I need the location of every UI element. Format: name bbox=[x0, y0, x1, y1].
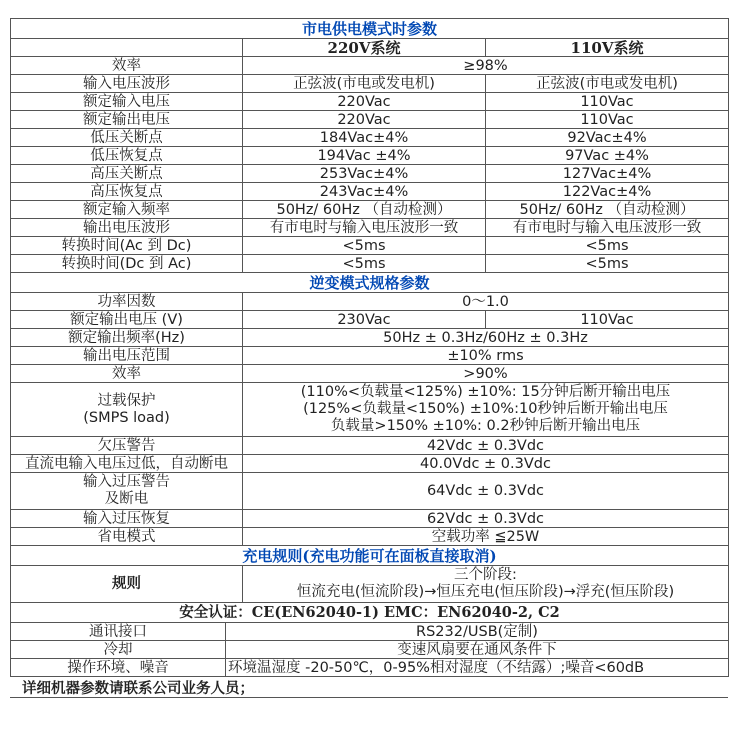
row-value: 0～1.0 bbox=[243, 293, 729, 311]
row-value-220: 220Vac bbox=[243, 111, 486, 129]
header-blank bbox=[11, 39, 243, 57]
row-label: 额定输入频率 bbox=[11, 201, 243, 219]
row-value: 40.0Vdc ± 0.3Vdc bbox=[243, 455, 729, 473]
spec-sheet bbox=[10, 18, 728, 698]
footer-note: 详细机器参数请联系公司业务人员； bbox=[10, 677, 728, 698]
overload-line3: 负载量>150% ±10%: 0.2秒钟后断开输出电压 bbox=[330, 418, 641, 434]
row-value-110: 50Hz/ 60Hz （自动检测） bbox=[486, 201, 729, 219]
mains-row bbox=[11, 57, 729, 75]
comm-label: 通讯接口 bbox=[11, 623, 226, 641]
row-value-110: 110Vac bbox=[486, 93, 729, 111]
rule-value bbox=[243, 566, 729, 603]
row-value-220: 194Vac ±4% bbox=[243, 147, 486, 165]
row-label: 效率 bbox=[11, 365, 243, 383]
row-value: 50Hz ± 0.3Hz/60Hz ± 0.3Hz bbox=[243, 329, 729, 347]
row-value-110: 有市电时与输入电压波形一致 bbox=[486, 219, 729, 237]
mains-rows bbox=[11, 57, 729, 273]
row-label: 额定输出频率(Hz) bbox=[11, 329, 243, 347]
row-value-110: 正弦波(市电或发电机) bbox=[486, 75, 729, 93]
row-label: 输出电压波形 bbox=[11, 219, 243, 237]
row-label: 低压关断点 bbox=[11, 129, 243, 147]
row-label: 额定输入电压 bbox=[11, 93, 243, 111]
row-label: 功率因数 bbox=[11, 293, 243, 311]
env-label: 操作环境、噪音 bbox=[11, 659, 226, 677]
row-value-220: 243Vac±4% bbox=[243, 183, 486, 201]
mains-row bbox=[11, 147, 729, 165]
rule-label: 规则 bbox=[11, 566, 243, 603]
spec-table bbox=[10, 18, 729, 623]
row-label: 输出电压范围 bbox=[11, 347, 243, 365]
overload-value bbox=[243, 383, 729, 437]
section-title-charging: 充电规则(充电功能可在面板直接取消) bbox=[11, 546, 729, 566]
header-220v: 220V系统 bbox=[243, 39, 486, 57]
row-value: >90% bbox=[243, 365, 729, 383]
row-value-110: 97Vac ±4% bbox=[486, 147, 729, 165]
misc-table bbox=[10, 622, 729, 677]
mains-row bbox=[11, 129, 729, 147]
mains-row bbox=[11, 219, 729, 237]
overload-label-line2: (SMPS load) bbox=[83, 409, 170, 426]
mains-row bbox=[11, 93, 729, 111]
mains-row bbox=[11, 111, 729, 129]
mains-row bbox=[11, 255, 729, 273]
overvolt-alarm-label bbox=[11, 473, 243, 510]
row-value-110: <5ms bbox=[486, 237, 729, 255]
row-label: 输入过压恢复 bbox=[11, 510, 243, 528]
row-value-220: 230Vac bbox=[243, 311, 486, 329]
row-value: 64Vdc ± 0.3Vdc bbox=[243, 473, 729, 510]
row-label: 效率 bbox=[11, 57, 243, 75]
overload-line1: (110%<负载量<125%) ±10%: 15分钟后断开输出电压 bbox=[300, 384, 671, 400]
row-value: 62Vdc ± 0.3Vdc bbox=[243, 510, 729, 528]
overload-label bbox=[11, 383, 243, 437]
mains-row bbox=[11, 183, 729, 201]
row-value: 空载功率 ≦25W bbox=[243, 528, 729, 546]
row-label: 高压关断点 bbox=[11, 165, 243, 183]
row-value-110: 122Vac±4% bbox=[486, 183, 729, 201]
row-value-220: 50Hz/ 60Hz （自动检测） bbox=[243, 201, 486, 219]
env-value: 环境温湿度 -20-50℃，0-95%相对湿度（不结露）;噪音<60dB bbox=[226, 659, 729, 677]
row-label: 低压恢复点 bbox=[11, 147, 243, 165]
row-label: 额定输出电压 (V) bbox=[11, 311, 243, 329]
comm-value: RS232/USB(定制) bbox=[226, 623, 729, 641]
row-label: 转换时间(Dc 到 Ac) bbox=[11, 255, 243, 273]
row-label: 高压恢复点 bbox=[11, 183, 243, 201]
row-value-110: 110Vac bbox=[486, 311, 729, 329]
row-value-220: 253Vac±4% bbox=[243, 165, 486, 183]
rule-stages-text: 恒流充电(恒流阶段)→恒压充电(恒压阶段)→浮充(恒压阶段) bbox=[296, 584, 675, 600]
section-title-inverter: 逆变模式规格参数 bbox=[11, 273, 729, 293]
row-value-220: 220Vac bbox=[243, 93, 486, 111]
mains-row bbox=[11, 201, 729, 219]
row-label: 欠压警告 bbox=[11, 437, 243, 455]
row-value-110: 92Vac±4% bbox=[486, 129, 729, 147]
cooling-label: 冷却 bbox=[11, 641, 226, 659]
mains-row bbox=[11, 75, 729, 93]
row-value-220: 有市电时与输入电压波形一致 bbox=[243, 219, 486, 237]
row-value-110: <5ms bbox=[486, 255, 729, 273]
row-value: ≥98% bbox=[243, 57, 729, 75]
rule-stages-title: 三个阶段: bbox=[454, 567, 517, 583]
row-label: 转换时间(Ac 到 Dc) bbox=[11, 237, 243, 255]
overvolt-alarm-label-line2: 及断电 bbox=[104, 491, 149, 507]
section-inverter-mode bbox=[11, 273, 729, 546]
row-value-220: 184Vac±4% bbox=[243, 129, 486, 147]
row-value-110: 127Vac±4% bbox=[486, 165, 729, 183]
row-value-220: 正弦波(市电或发电机) bbox=[243, 75, 486, 93]
row-value: 42Vdc ± 0.3Vdc bbox=[243, 437, 729, 455]
section-mains-mode bbox=[11, 19, 729, 57]
row-value-110: 110Vac bbox=[486, 111, 729, 129]
certification: 安全认证：CE(EN62040-1) EMC：EN62040-2, C2 bbox=[11, 603, 729, 623]
row-value-220: <5ms bbox=[243, 237, 486, 255]
cooling-value: 变速风扇要在通风条件下 bbox=[226, 641, 729, 659]
row-label: 直流电输入电压过低，自动断电 bbox=[11, 455, 243, 473]
overload-line2: (125%<负载量<150%) ±10%:10秒钟后断开输出电压 bbox=[303, 401, 668, 417]
section-title-mains: 市电供电模式时参数 bbox=[11, 19, 729, 39]
row-label: 省电模式 bbox=[11, 528, 243, 546]
row-label: 额定输出电压 bbox=[11, 111, 243, 129]
mains-row bbox=[11, 165, 729, 183]
header-110v: 110V系统 bbox=[486, 39, 729, 57]
row-value-220: <5ms bbox=[243, 255, 486, 273]
mains-row bbox=[11, 237, 729, 255]
row-label: 输入电压波形 bbox=[11, 75, 243, 93]
overvolt-alarm-label-line1: 输入过压警告 bbox=[83, 474, 170, 490]
overload-label-line1: 过载保护 bbox=[97, 392, 156, 409]
section-charging bbox=[11, 546, 729, 623]
row-value: ±10% rms bbox=[243, 347, 729, 365]
